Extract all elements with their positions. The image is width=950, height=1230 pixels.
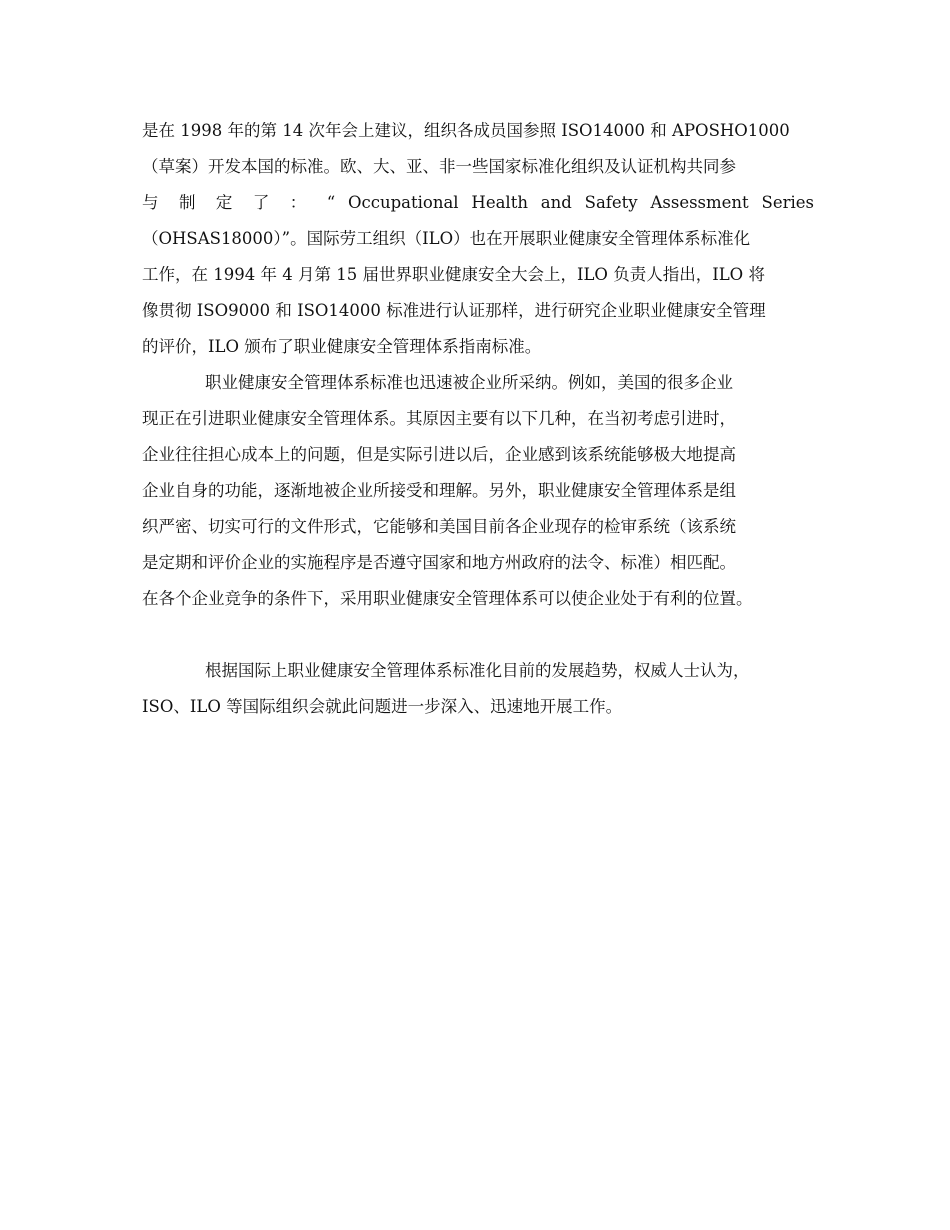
paragraph-line: 是在 1998 年的第 14 次年会上建议，组织各成员国参照 ISO14000 和 APOSHO1000 — [142, 121, 790, 140]
paragraph-line: ISO、ILO 等国际组织会就此问题进一步深入、迅速地开展工作。 — [142, 697, 623, 716]
paragraph-line: 企业自身的功能，逐渐地被企业所接受和理解。另外，职业健康安全管理体系是组 — [142, 481, 736, 500]
paragraph-line: 工作，在 1994 年 4 月第 15 届世界职业健康安全大会上，ILO 负责人指出，ILO 将 — [142, 265, 765, 284]
paragraph-line: 根据国际上职业健康安全管理体系标准化目前的发展趋势，权威人士认为， — [205, 661, 750, 680]
paragraph-line: 的评价，ILO 颁布了职业健康安全管理体系指南标准。 — [142, 337, 542, 356]
paragraph-iso-ilo-history — [142, 113, 814, 365]
paragraph-line: 织严密、切实可行的文件形式，它能够和美国目前各企业现存的检审系统（该系统 — [142, 517, 736, 536]
paragraph-line: 职业健康安全管理体系标准也迅速被企业所采纳。例如，美国的很多企业 — [205, 373, 733, 392]
paragraph-line: 是定期和评价企业的实施程序是否遵守国家和地方州政府的法令、标准）相匹配。 — [142, 553, 736, 572]
paragraph-line: 在各个企业竞争的条件下，采用职业健康安全管理体系可以使企业处于有利的位置。 — [142, 589, 753, 608]
paragraph-line: 企业往往担心成本上的问题，但是实际引进以后，企业感到该系统能够极大地提高 — [142, 445, 736, 464]
paragraph-line: 与 制 定 了 ： “ Occupational Health and Safety Assessment Series — [142, 193, 814, 212]
paragraph-us-adoption — [142, 365, 814, 617]
paragraph-future-trend — [142, 653, 814, 725]
paragraph-line: 像贯彻 ISO9000 和 ISO14000 标准进行认证那样，进行研究企业职业健康安全管理 — [142, 301, 766, 320]
paragraph-line: （草案）开发本国的标准。欧、大、亚、非一些国家标准化组织及认证机构共同参 — [142, 157, 736, 176]
paragraph-line: （OHSAS18000）”。国际劳工组织（ILO）也在开展职业健康安全管理体系标准化 — [142, 229, 751, 248]
paragraph-line: 现正在引进职业健康安全管理体系。其原因主要有以下几种，在当初考虑引进时， — [142, 409, 736, 428]
